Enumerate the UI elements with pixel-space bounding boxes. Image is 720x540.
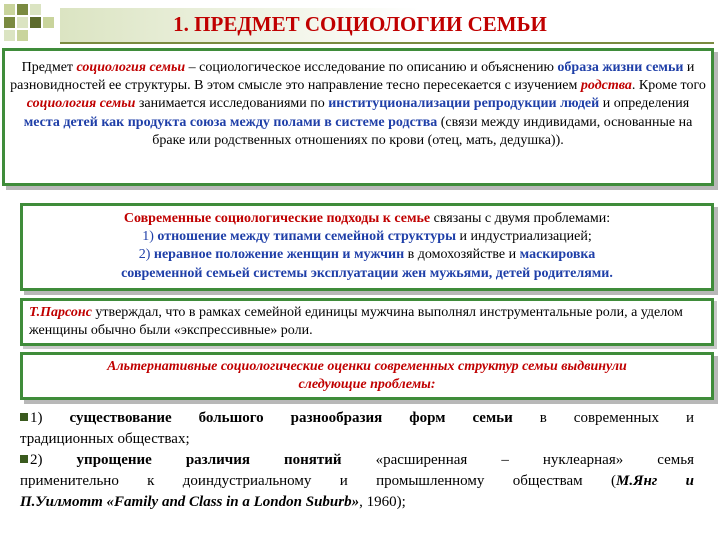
list-item-continuation (20, 471, 694, 492)
page-title: 1. ПРЕДМЕТ СОЦИОЛОГИИ СЕМЬИ (173, 12, 547, 36)
text: . Кроме того (631, 78, 706, 94)
item-number: 2) (30, 452, 77, 468)
highlight: современной семьей системы эксплуатации жен мужьями, детей родителями. (121, 265, 613, 281)
highlight: отношение между типами семейной структуры (157, 229, 457, 245)
highlight: неравное положение женщин и мужчин (153, 247, 405, 263)
text: 1) (142, 229, 158, 245)
problems-list (20, 408, 694, 513)
text: традиционных обществах; (20, 431, 190, 447)
heading-line: следующие проблемы: (298, 377, 436, 393)
list-item (20, 408, 694, 429)
text: в современных и (512, 410, 694, 426)
text: и определения (599, 96, 690, 112)
text: «расширенная – нуклеарная» семья (341, 452, 695, 468)
list-item (20, 450, 694, 471)
text: – социологическое исследование по описанию и объяснению (185, 60, 558, 75)
title-underline (60, 42, 714, 44)
author-name: М.Янг (616, 473, 658, 489)
highlight: места детей как продукта союза между полами в системе родства (23, 114, 438, 130)
item-bold: упрощение различия понятий (76, 452, 342, 468)
highlight: институционализации репродукции людей (328, 96, 600, 112)
text: 2) (138, 247, 154, 263)
highlight: социология семьи (26, 96, 136, 112)
parsons-box (20, 298, 714, 346)
heading-line: Альтернативные социологические оценки современных структур семьи выдвинули (107, 359, 627, 374)
author-name: П.Уилмотт (20, 494, 103, 510)
book-title: «Family and Class in a London Suburb» (102, 494, 360, 510)
highlight: Современные социологические подходы к семье (123, 211, 431, 226)
square-bullet-icon (20, 455, 28, 463)
definition-box (2, 48, 714, 186)
text: и (657, 473, 694, 489)
text: (связи между индивидами, основанные на браке или родственных отношениях по крови (отец, мать, дедушка)). (152, 114, 693, 148)
square-bullet-icon (20, 413, 28, 421)
text: Предмет (21, 60, 77, 75)
highlight: родства (580, 78, 632, 94)
text: утверждал, что в рамках семейной единицы мужчина выполнял инструментальные роли, а уделом женщины обычно были «экспрессивные» роли. (29, 305, 683, 339)
list-item-continuation (20, 429, 694, 450)
text: и разновидностей ее структуры. В этом смысле это направление тесно пересекается с изучением (10, 60, 695, 94)
author-name: Т.Парсонс (29, 305, 92, 320)
alternative-views-box (20, 352, 714, 400)
text: связаны с двумя проблемами: (430, 211, 611, 226)
text: в домохозяйстве и (404, 247, 520, 263)
modern-approaches-box (20, 203, 714, 291)
text: и индустриализацией; (456, 229, 592, 245)
highlight: социология семьи (76, 60, 186, 75)
item-number: 1) (30, 410, 70, 426)
text: , 1960); (359, 494, 406, 510)
text: занимается исследованиями по (135, 96, 329, 112)
list-item-continuation (20, 492, 694, 513)
item-bold: существование большого разнообразия форм семьи (69, 410, 513, 426)
highlight: образа жизни семьи (557, 60, 684, 75)
text: применительно к доиндустриальному и промышленному обществам ( (20, 473, 617, 489)
highlight: маскировка (519, 247, 596, 263)
